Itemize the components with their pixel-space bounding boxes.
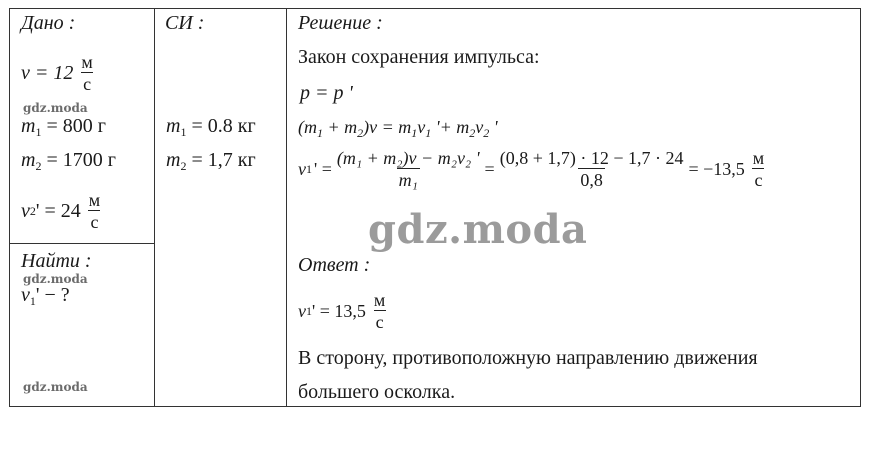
law-text: Закон сохранения импульса: [298,46,540,68]
unit-m-per-s: $\frac{м}{с}$ [752,148,765,190]
find-header: Найти : [21,250,92,272]
equation-expanded: $(m_1 + m_2)v = m_1v_1$ '+ $m_2v_2$ ' [298,117,498,140]
si-m2: $m_2 = 1,7$ кг [166,149,256,173]
unit-m-per-s: $\frac{м}{с}$ [373,290,386,332]
equation-momentum: p = p ' [300,82,353,104]
answer-text-line2: большего осколка. [298,381,456,403]
watermark-large: gdz.moda [368,206,588,253]
watermark-small: gdz.moda [23,101,88,115]
si-header: СИ : [165,12,205,34]
watermark-small: gdz.moda [23,380,88,394]
find-v1: $v_1'$ − ? [21,284,70,308]
column-divider-2 [286,9,287,406]
solution-header: Решение : [298,12,383,34]
si-m1: $m_1 = 0.8$ кг [166,115,256,139]
given-m1: $m_1 = 800$ г [21,115,106,139]
given-find-divider [10,243,154,244]
given-m2: $m_2 = 1700$ г [21,149,116,173]
given-header: Дано : [21,12,76,34]
given-v2: v 2 ' = 24 $\frac{м}{с}$ [21,190,101,232]
equation-solved: v 1 ' = $\frac{\text{(m₁ + m₂)v − m₂v₂ '}}{\text{m₁}}$ = $\frac{(0,8 + 1,7) \cdot 12 - 1,7 \cdot 24}{0,8}$ = −13,5 $\frac{м}{с}$ [298,148,765,190]
fraction-numeric: $\frac{(0,8 + 1,7) \cdot 12 - 1,7 \cdot 24}{0,8}$ [499,148,684,190]
column-divider-1 [154,9,155,406]
fraction-symbolic: $\frac{\text{(m₁ + m₂)v − m₂v₂ '}}{\text{m₁}}$ [336,148,480,190]
answer-text-line1: В сторону, противоположную направлению движения [298,347,758,369]
unit-m-per-s: $\frac{м}{с}$ [81,52,93,94]
given-velocity: v = 12 $\frac{м}{с}$ [21,52,93,94]
watermark-small: gdz.moda [23,272,88,286]
answer-value: v 1 ' = 13,5 $\frac{м}{с}$ [298,290,386,332]
unit-m-per-s: $\frac{м}{с}$ [88,190,101,232]
answer-header: Ответ : [298,254,371,276]
